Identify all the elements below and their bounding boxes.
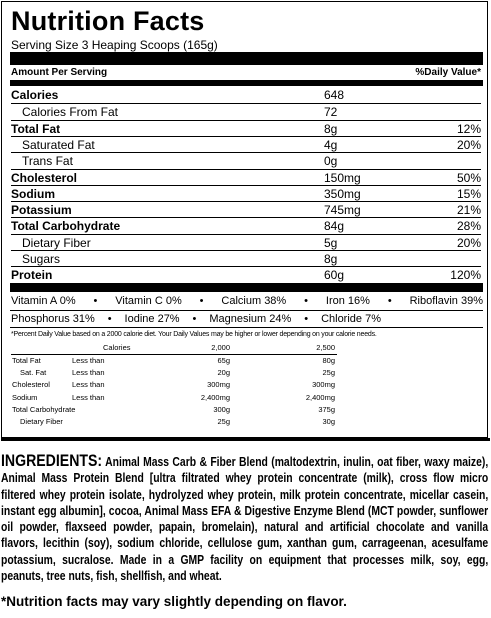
- nutrient-label: Calories From Fat: [22, 105, 119, 120]
- ref-qualifier: Less than: [72, 368, 105, 378]
- divider-footnote: [10, 327, 483, 328]
- ref-header-2500: 2,500: [316, 343, 335, 352]
- divider-vitamins: [10, 310, 483, 311]
- vitamin-item: Phosphorus 31%: [11, 313, 95, 325]
- nutrient-amount: 5g: [324, 235, 338, 250]
- ref-value-2000: 65g: [217, 356, 230, 365]
- ref-nutrient: Total Fat: [12, 356, 41, 365]
- nutrient-amount: 8g: [324, 252, 338, 266]
- nutrient-row: [11, 217, 481, 234]
- ref-value-2500: 80g: [322, 356, 335, 365]
- nutrient-label: Potassium: [11, 203, 72, 218]
- ref-qualifier: Less than: [72, 392, 105, 402]
- nutrient-amount: 4g: [324, 137, 338, 152]
- bullet-separator: •: [199, 295, 204, 307]
- amount-header: [11, 67, 481, 78]
- ref-nutrient: Cholesterol: [12, 380, 50, 390]
- ref-value-2500: 375g: [318, 404, 335, 414]
- nutrient-row: [11, 201, 481, 218]
- nutrient-daily-value: 120%: [450, 268, 481, 283]
- nutrient-label: Protein: [11, 268, 53, 283]
- nutrient-row: [11, 120, 481, 137]
- nutrient-daily-value: 15%: [456, 186, 481, 201]
- bullet-separator: •: [304, 313, 309, 325]
- bullet-separator: •: [387, 295, 392, 307]
- ref-value-2500: 300mg: [312, 380, 335, 390]
- ref-value-2500: 25g: [322, 368, 335, 378]
- nutrient-amount: 648: [324, 88, 345, 102]
- thick-divider-vitamins: [10, 283, 483, 292]
- serving-size: Serving Size 3 Heaping Scoops (165g): [11, 38, 218, 52]
- vitamin-item: Vitamin A 0%: [11, 295, 76, 307]
- nutrient-daily-value: 21%: [456, 203, 481, 218]
- nutrient-amount: 84g: [324, 219, 345, 234]
- nutrient-row: [11, 152, 481, 169]
- ref-qualifier: Less than: [72, 380, 105, 390]
- ref-value-2000: 2,400mg: [200, 392, 230, 402]
- nutrient-label: Sugars: [22, 252, 61, 266]
- bullet-separator: •: [304, 295, 308, 307]
- vitamins-line-2: [11, 312, 381, 327]
- nutrient-label: Trans Fat: [22, 154, 73, 169]
- ingredients-heading: INGREDIENTS:: [1, 451, 103, 470]
- nutrient-row: [11, 103, 481, 120]
- vitamin-item: Calcium 38%: [221, 295, 287, 307]
- nutrient-row: [11, 250, 481, 267]
- ref-value-2000: 300mg: [207, 380, 230, 390]
- nutrient-amount: 0g: [324, 154, 338, 169]
- vitamin-item: Iron 16%: [325, 295, 370, 307]
- nutrient-label: Total Carbohydrate: [11, 219, 121, 234]
- bullet-separator: •: [192, 313, 197, 325]
- panel-title: Nutrition Facts: [11, 6, 205, 36]
- ref-qualifier: Less than: [72, 356, 105, 365]
- panel-bottom-rule: [1, 438, 490, 441]
- nutrient-daily-value: 12%: [456, 121, 481, 136]
- ref-value-2000: 20g: [217, 368, 230, 378]
- nutrient-amount: 150mg: [324, 170, 361, 185]
- nutrient-label: Cholesterol: [11, 170, 78, 185]
- bullet-separator: •: [107, 313, 112, 325]
- nutrient-row: [11, 266, 481, 283]
- vitamin-item: Vitamin C 0%: [115, 295, 182, 307]
- amount-per-serving-label: Amount Per Serving: [11, 67, 108, 78]
- nutrient-amount: 745mg: [324, 203, 361, 218]
- nutrient-label: Dietary Fiber: [22, 235, 91, 250]
- nutrient-label: Sodium: [11, 186, 55, 201]
- ingredients-block: [1, 453, 488, 584]
- ref-value-2000: 300g: [213, 404, 230, 414]
- nutrient-label: Calories: [11, 88, 59, 102]
- nutrient-daily-value: 20%: [456, 137, 481, 152]
- nutrient-daily-value: 28%: [456, 219, 481, 234]
- bullet-separator: •: [93, 295, 98, 307]
- daily-value-footnote: *Percent Daily Value based on a 2000 calorie diet. Your Daily Values may be higher or lower depending on your calorie needs.: [11, 331, 377, 338]
- ref-value-2000: 25g: [217, 417, 230, 426]
- flavor-disclaimer: *Nutrition facts may vary slightly depending on flavor.: [1, 594, 347, 609]
- vitamin-item: Iodine 27%: [124, 313, 180, 325]
- ingredients-text: Animal Mass Carb & Fiber Blend (maltodextrin, inulin, oat fiber, waxy maize), Animal Mass Protein Blend [ultra filtrated whey protein concentrate (milk), cross flow micro filtered whey protein isolate, hydrolyzed whey protein, milk protein concentrate, micellar casein, instant egg albumin], cocoa, Animal Mass EFA & Digestive Enzyme Blend (MCT powder, sunflower oil powder, flaxseed powder, papain, bromelain), natural and artificial chocolate and vanilla flavors, lecithin (soy), sodium chloride, cellulose gum, xanthan gum, carrageenan, acesulfame potassium, sucralose. Made in a GMP facility on equipment that processes milk, soy, egg, peanuts, tree nuts, fish, shellfish, and wheat.: [1, 455, 489, 584]
- vitamin-item: Magnesium 24%: [209, 313, 292, 325]
- ref-nutrient: Dietary Fiber: [20, 417, 63, 426]
- ref-value-2500: 2,400mg: [305, 392, 335, 402]
- nutrient-label: Total Fat: [11, 121, 61, 136]
- ref-value-2500: 30g: [322, 417, 335, 426]
- nutrient-row: [11, 136, 481, 153]
- vitamin-item: Riboflavin 39%: [409, 295, 483, 307]
- nutrient-row: [11, 169, 481, 186]
- vitamin-item: Chloride 7%: [321, 313, 381, 325]
- nutrient-row: [11, 185, 481, 202]
- ref-nutrient: Total Carbohydrate: [12, 404, 76, 414]
- nutrient-amount: 350mg: [324, 186, 361, 201]
- thick-divider-amount: [10, 80, 483, 86]
- nutrient-amount: 72: [324, 105, 338, 120]
- nutrient-daily-value: 20%: [456, 235, 481, 250]
- ref-nutrient: Sat. Fat: [20, 368, 47, 378]
- nutrient-daily-value: 50%: [456, 170, 481, 185]
- ref-nutrient: Sodium: [12, 392, 38, 402]
- ref-header-2000: 2,000: [211, 343, 230, 352]
- nutrient-label: Saturated Fat: [22, 137, 95, 152]
- nutrient-row: [11, 87, 481, 103]
- thick-divider-top: [10, 52, 483, 65]
- nutrient-row: [11, 234, 481, 251]
- nutrient-amount: 8g: [324, 121, 338, 136]
- vitamins-line-1: [11, 294, 483, 309]
- daily-value-label: %Daily Value*: [415, 67, 481, 78]
- nutrient-amount: 60g: [324, 268, 345, 283]
- ref-header-rule: [11, 354, 337, 355]
- ref-header-calories: Calories: [103, 343, 131, 352]
